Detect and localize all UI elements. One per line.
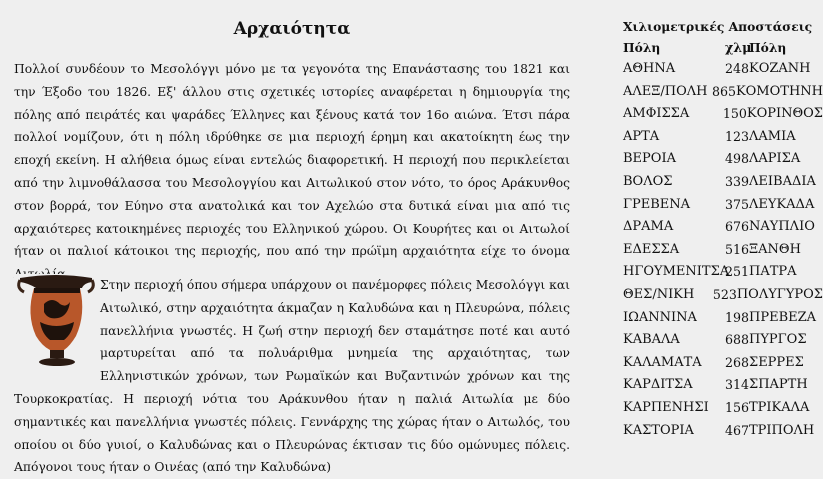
row-city: ΑΘΗΝΑ bbox=[623, 61, 676, 76]
header-km: χλμ bbox=[725, 40, 752, 55]
row-city-2: ΛΕΙΒΑΔΙΑ bbox=[749, 173, 816, 189]
row-km: 498 bbox=[725, 151, 750, 167]
row-city: ΚΑΒΑΛΑ bbox=[623, 332, 680, 348]
distance-table-rows bbox=[623, 58, 823, 442]
row-city: ΑΜΦΙΣΣΑ bbox=[623, 106, 690, 122]
table-row bbox=[623, 329, 823, 352]
article-paragraph-1: Πολλοί συνδέουν το Μεσολόγγι μόνο με τα γεγονότα της Επανάστασης του 1821 και την Έξοδο του 1826. Εξ' άλλου στις σχετικές ιστορίες αναφέρεται η δημιουργία της πόλης από πειράτές και ψαράδες Έλληνες και ξένους κατά τον 16ο αιώνα. Έτσι πάρα πολλοί νομίζουν, ότι η πόλη ιδρύθηκε σε μια περιοχή έρημη και ακατοίκητη έως την εποχή εκείνη. Η αλήθεια όμως είναι εντελώς διαφορετική. Η περιοχή που περικλείεται από την λιμνοθάλασσα του Μεσολογγίου και Αιτωλικού στον νότο, το όρος Αράκυνθος στον βορρά, τον Εύηνο στα ανατολικά και τον Αχελώο στα δυτικά είναι μια από τις αρχαιότερες κατοικημένες περιοχές του Ελληνικού χώρου. Οι Κουρήτες και οι Αιτωλοί ήταν οι παλιοί κάτοικοι της περιοχής, που από την πρώϊμη αρχαιότητα είχε το όνομα bbox=[14, 62, 570, 259]
distance-table bbox=[623, 16, 823, 442]
row-city-2: ΠΟΛΥΓΥΡΟΣ bbox=[736, 286, 823, 302]
table-row bbox=[623, 307, 823, 330]
row-city: ΘΕΣ/ΝΙΚΗ bbox=[623, 286, 695, 302]
row-city-2: ΚΟΜΟΤΗΝΗ bbox=[735, 83, 823, 99]
row-city-2: ΚΟΡΙΝΘΟΣ bbox=[746, 106, 823, 122]
row-city: ΑΛΕΞ/ΠΟΛΗ bbox=[623, 83, 708, 99]
row-km: 523 bbox=[712, 286, 737, 302]
table-row bbox=[623, 239, 823, 262]
row-city-2: ΝΑΥΠΛΙΟ bbox=[749, 219, 815, 235]
row-city-2: ΛΑΡΙΣΑ bbox=[749, 151, 801, 167]
header-city-2: Πόλη bbox=[749, 40, 787, 55]
row-km: 198 bbox=[725, 309, 750, 325]
row-km: 676 bbox=[725, 219, 750, 235]
row-city: ΚΑΡΔΙΤΣΑ bbox=[623, 377, 693, 393]
table-row bbox=[623, 194, 823, 217]
article-title: Αρχαιότητα bbox=[233, 19, 351, 39]
header-city: Πόλη bbox=[623, 40, 661, 55]
row-km: 375 bbox=[725, 196, 750, 212]
table-row bbox=[623, 58, 823, 81]
article-paragraph-2-block bbox=[14, 274, 570, 479]
table-row bbox=[623, 352, 823, 375]
ancient-krater-vase-image bbox=[14, 274, 98, 368]
row-km: 865 bbox=[711, 83, 736, 99]
table-row bbox=[623, 284, 823, 307]
row-city: ΗΓΟΥΜΕΝΙΤΣΑ bbox=[623, 264, 730, 280]
article-paragraph-2: Στην περιοχή όπου σήμερα υπάρχουν οι πανέμορφες πόλεις Μεσολόγγι και Αιτωλικό, στην αρχαιότητα άκμαζαν η Καλυδώνα και η Πλευρώνα, πόλεις πανελλήνια γνωστές. Η ζωή στην περιοχή δεν σταμάτησε ποτέ και αυτό μαρτυρείται από τα πολυάριθμα μνημεία της αρχαιότητας, των Ελληνιστικών χρόνων, των Ρωμαϊκών και Βυζαντινών χρόνων και της Τουρκοκρατίας. Η περιοχή νότια του Αράκυνθου ήταν η παλιά Αιτωλία με δύο σημαντικές και πανελλήνια γνωστές πόλεις. Γεννάρχης της χώρας ήταν ο Αιτωλός, του οποίου οι δύο γυιοί, ο Καλυδώνας και ο Πλευρώνας έκτισαν τις δύο ομώνυμες πόλεις. Απόγονοι τους ήταν ο Οινέας (από την Καλυδώνα) bbox=[14, 278, 570, 475]
row-km: 156 bbox=[725, 399, 750, 415]
distance-table-header bbox=[623, 38, 823, 58]
row-city-2: ΤΡΙΚΑΛΑ bbox=[749, 399, 810, 415]
row-city-2: ΞΑΝΘΗ bbox=[749, 241, 801, 257]
row-km: 467 bbox=[725, 422, 750, 438]
row-city: ΒΕΡΟΙΑ bbox=[623, 151, 676, 167]
row-km: 248 bbox=[725, 61, 750, 76]
row-city-2: ΠΥΡΓΟΣ bbox=[749, 332, 807, 348]
row-city: ΑΡΤΑ bbox=[623, 128, 660, 144]
row-city: ΒΟΛΟΣ bbox=[623, 173, 673, 189]
row-km: 339 bbox=[725, 173, 750, 189]
row-city-2: ΠΑΤΡΑ bbox=[749, 264, 797, 280]
table-row bbox=[623, 148, 823, 171]
row-km: 314 bbox=[725, 377, 750, 393]
table-row bbox=[623, 261, 823, 284]
row-km: 150 bbox=[722, 106, 747, 122]
distance-table-title: Χιλιομετρικές Αποστάσεις bbox=[623, 19, 813, 34]
table-row bbox=[623, 397, 823, 420]
row-km: 123 bbox=[725, 128, 750, 144]
table-row bbox=[623, 374, 823, 397]
row-city: ΓΡΕΒΕΝΑ bbox=[623, 196, 691, 212]
row-city: ΚΑΣΤΟΡΙΑ bbox=[623, 422, 694, 438]
row-km: 251 bbox=[725, 264, 750, 280]
row-city-2: ΛΑΜΙΑ bbox=[749, 128, 796, 144]
table-row bbox=[623, 81, 823, 104]
row-km: 688 bbox=[725, 332, 750, 348]
row-km: 516 bbox=[725, 241, 750, 257]
table-row bbox=[623, 103, 823, 126]
row-km: 268 bbox=[725, 354, 750, 370]
table-row bbox=[623, 126, 823, 149]
row-city: ΕΔΕΣΣΑ bbox=[623, 241, 680, 257]
table-row bbox=[623, 216, 823, 239]
row-city: ΙΩΑΝΝΙΝΑ bbox=[623, 309, 697, 325]
row-city-2: ΠΡΕΒΕΖΑ bbox=[749, 309, 817, 325]
row-city-2: ΣΕΡΡΕΣ bbox=[749, 354, 804, 370]
row-city-2: ΚΟΖΑΝΗ bbox=[749, 61, 811, 76]
row-city-2: ΛΕΥΚΑΔΑ bbox=[749, 196, 815, 212]
table-row bbox=[623, 171, 823, 194]
row-city: ΔΡΑΜΑ bbox=[623, 219, 674, 235]
row-city-2: ΤΡΙΠΟΛΗ bbox=[749, 422, 815, 438]
row-city: ΚΑΛΑΜΑΤΑ bbox=[623, 354, 702, 370]
row-city: ΚΑΡΠΕΝΗΣΙ bbox=[623, 399, 709, 415]
article bbox=[14, 0, 570, 475]
row-city-2: ΣΠΑΡΤΗ bbox=[749, 377, 808, 393]
table-row bbox=[623, 420, 823, 443]
